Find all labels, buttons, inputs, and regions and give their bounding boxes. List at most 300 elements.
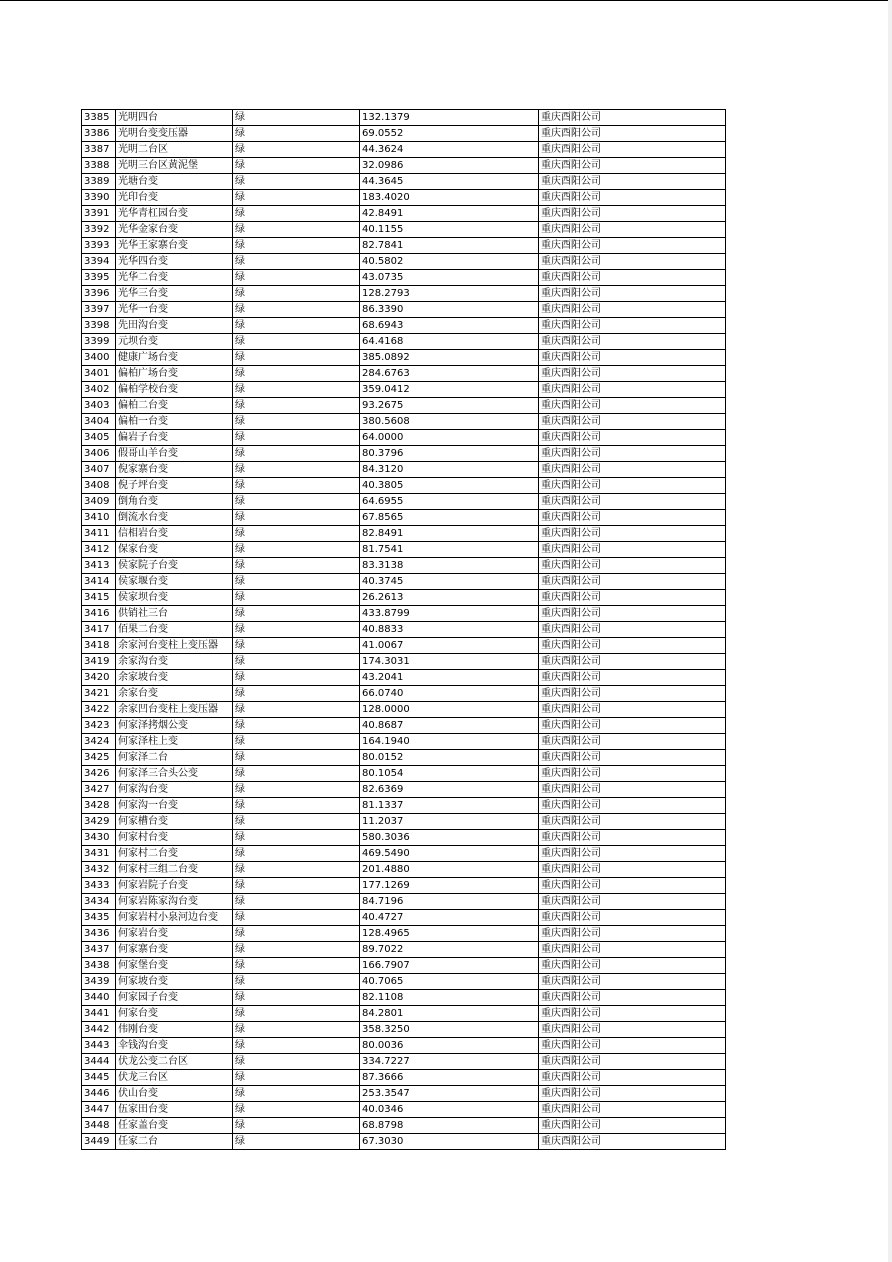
- row-org-cell: 重庆酉阳公司: [539, 766, 726, 782]
- row-color-cell: 绿: [233, 478, 360, 494]
- row-value-cell: 80.1054: [360, 766, 539, 782]
- table-row: [82, 814, 726, 830]
- row-color-cell: 绿: [233, 878, 360, 894]
- row-id-cell: 3425: [82, 750, 116, 766]
- row-value-cell: 86.3390: [360, 302, 539, 318]
- row-id-cell: 3449: [82, 1134, 116, 1150]
- row-org-cell: 重庆酉阳公司: [539, 1102, 726, 1118]
- row-name-cell: 倒流水台变: [116, 510, 233, 526]
- row-org-cell: 重庆酉阳公司: [539, 110, 726, 126]
- table-row: [82, 574, 726, 590]
- row-org-cell: 重庆酉阳公司: [539, 510, 726, 526]
- row-org-cell: 重庆酉阳公司: [539, 622, 726, 638]
- row-color-cell: 绿: [233, 846, 360, 862]
- row-id-cell: 3434: [82, 894, 116, 910]
- row-org-cell: 重庆酉阳公司: [539, 526, 726, 542]
- row-color-cell: 绿: [233, 526, 360, 542]
- row-org-cell: 重庆酉阳公司: [539, 1054, 726, 1070]
- row-org-cell: 重庆酉阳公司: [539, 206, 726, 222]
- row-name-cell: 先田沟台变: [116, 318, 233, 334]
- row-name-cell: 健康广场台变: [116, 350, 233, 366]
- row-id-cell: 3387: [82, 142, 116, 158]
- row-id-cell: 3439: [82, 974, 116, 990]
- row-name-cell: 任家盖台变: [116, 1118, 233, 1134]
- row-org-cell: 重庆酉阳公司: [539, 334, 726, 350]
- row-value-cell: 183.4020: [360, 190, 539, 206]
- row-value-cell: 43.2041: [360, 670, 539, 686]
- row-org-cell: 重庆酉阳公司: [539, 990, 726, 1006]
- row-id-cell: 3400: [82, 350, 116, 366]
- row-name-cell: 侯家院子台变: [116, 558, 233, 574]
- row-id-cell: 3407: [82, 462, 116, 478]
- row-id-cell: 3431: [82, 846, 116, 862]
- row-name-cell: 光明二台区: [116, 142, 233, 158]
- row-id-cell: 3442: [82, 1022, 116, 1038]
- row-color-cell: 绿: [233, 718, 360, 734]
- row-org-cell: 重庆酉阳公司: [539, 750, 726, 766]
- row-value-cell: 380.5608: [360, 414, 539, 430]
- row-value-cell: 40.0346: [360, 1102, 539, 1118]
- row-value-cell: 80.3796: [360, 446, 539, 462]
- table-row: [82, 286, 726, 302]
- row-name-cell: 光华四台变: [116, 254, 233, 270]
- row-id-cell: 3415: [82, 590, 116, 606]
- row-color-cell: 绿: [233, 238, 360, 254]
- row-value-cell: 128.2793: [360, 286, 539, 302]
- table-row: [82, 446, 726, 462]
- table-row: [82, 1118, 726, 1134]
- row-value-cell: 84.3120: [360, 462, 539, 478]
- row-name-cell: 何家泽二台: [116, 750, 233, 766]
- table-row: [82, 494, 726, 510]
- table-row: [82, 686, 726, 702]
- row-id-cell: 3421: [82, 686, 116, 702]
- row-color-cell: 绿: [233, 1118, 360, 1134]
- row-name-cell: 任家二台: [116, 1134, 233, 1150]
- row-value-cell: 64.4168: [360, 334, 539, 350]
- row-color-cell: 绿: [233, 910, 360, 926]
- row-id-cell: 3427: [82, 782, 116, 798]
- row-id-cell: 3445: [82, 1070, 116, 1086]
- row-id-cell: 3410: [82, 510, 116, 526]
- row-color-cell: 绿: [233, 190, 360, 206]
- table-row: [82, 238, 726, 254]
- row-name-cell: 偏岩子台变: [116, 430, 233, 446]
- row-name-cell: 光明三台区黄泥堡: [116, 158, 233, 174]
- table-row: [82, 734, 726, 750]
- row-org-cell: 重庆酉阳公司: [539, 190, 726, 206]
- table-row: [82, 910, 726, 926]
- row-name-cell: 何家岩村小泉河边台变: [116, 910, 233, 926]
- row-value-cell: 40.4727: [360, 910, 539, 926]
- row-value-cell: 132.1379: [360, 110, 539, 126]
- row-color-cell: 绿: [233, 558, 360, 574]
- row-color-cell: 绿: [233, 782, 360, 798]
- row-id-cell: 3423: [82, 718, 116, 734]
- row-org-cell: 重庆酉阳公司: [539, 782, 726, 798]
- row-value-cell: 40.8833: [360, 622, 539, 638]
- row-value-cell: 201.4880: [360, 862, 539, 878]
- table-row: [82, 622, 726, 638]
- row-id-cell: 3390: [82, 190, 116, 206]
- row-org-cell: 重庆酉阳公司: [539, 574, 726, 590]
- row-org-cell: 重庆酉阳公司: [539, 254, 726, 270]
- row-name-cell: 何家村三组二台变: [116, 862, 233, 878]
- row-id-cell: 3414: [82, 574, 116, 590]
- table-row: [82, 142, 726, 158]
- table-row: [82, 1102, 726, 1118]
- row-color-cell: 绿: [233, 462, 360, 478]
- row-value-cell: 80.0152: [360, 750, 539, 766]
- row-org-cell: 重庆酉阳公司: [539, 718, 726, 734]
- table-row: [82, 958, 726, 974]
- row-value-cell: 44.3624: [360, 142, 539, 158]
- row-org-cell: 重庆酉阳公司: [539, 414, 726, 430]
- row-name-cell: 何家泽拷烟公变: [116, 718, 233, 734]
- row-id-cell: 3446: [82, 1086, 116, 1102]
- row-id-cell: 3409: [82, 494, 116, 510]
- table-row: [82, 1006, 726, 1022]
- row-value-cell: 40.1155: [360, 222, 539, 238]
- row-color-cell: 绿: [233, 1022, 360, 1038]
- row-value-cell: 42.8491: [360, 206, 539, 222]
- row-id-cell: 3402: [82, 382, 116, 398]
- table-row: [82, 334, 726, 350]
- table-row: [82, 830, 726, 846]
- row-id-cell: 3403: [82, 398, 116, 414]
- table-row: [82, 654, 726, 670]
- row-value-cell: 128.0000: [360, 702, 539, 718]
- row-org-cell: 重庆酉阳公司: [539, 910, 726, 926]
- row-id-cell: 3391: [82, 206, 116, 222]
- table-row: [82, 478, 726, 494]
- row-color-cell: 绿: [233, 734, 360, 750]
- table-row: [82, 110, 726, 126]
- row-color-cell: 绿: [233, 174, 360, 190]
- row-color-cell: 绿: [233, 1038, 360, 1054]
- table-row: [82, 302, 726, 318]
- table-row: [82, 542, 726, 558]
- row-name-cell: 何家泽柱上变: [116, 734, 233, 750]
- row-org-cell: 重庆酉阳公司: [539, 382, 726, 398]
- row-color-cell: 绿: [233, 1006, 360, 1022]
- row-org-cell: 重庆酉阳公司: [539, 734, 726, 750]
- row-id-cell: 3413: [82, 558, 116, 574]
- row-value-cell: 67.3030: [360, 1134, 539, 1150]
- row-id-cell: 3392: [82, 222, 116, 238]
- row-value-cell: 81.7541: [360, 542, 539, 558]
- row-name-cell: 何家岩院子台变: [116, 878, 233, 894]
- table-row: [82, 590, 726, 606]
- row-color-cell: 绿: [233, 862, 360, 878]
- table-row: [82, 638, 726, 654]
- table-row: [82, 1134, 726, 1150]
- row-id-cell: 3385: [82, 110, 116, 126]
- row-color-cell: 绿: [233, 158, 360, 174]
- data-table: [81, 109, 726, 1150]
- row-org-cell: 重庆酉阳公司: [539, 1086, 726, 1102]
- row-value-cell: 580.3036: [360, 830, 539, 846]
- row-org-cell: 重庆酉阳公司: [539, 798, 726, 814]
- row-id-cell: 3437: [82, 942, 116, 958]
- row-name-cell: 光印台变: [116, 190, 233, 206]
- row-color-cell: 绿: [233, 286, 360, 302]
- row-name-cell: 偏柏一台变: [116, 414, 233, 430]
- row-value-cell: 68.8798: [360, 1118, 539, 1134]
- row-org-cell: 重庆酉阳公司: [539, 958, 726, 974]
- row-color-cell: 绿: [233, 974, 360, 990]
- row-name-cell: 何家寨台变: [116, 942, 233, 958]
- page-edge: [888, 0, 892, 1262]
- row-id-cell: 3428: [82, 798, 116, 814]
- row-id-cell: 3435: [82, 910, 116, 926]
- row-color-cell: 绿: [233, 142, 360, 158]
- table-row: [82, 270, 726, 286]
- row-name-cell: 何家园子台变: [116, 990, 233, 1006]
- row-value-cell: 358.3250: [360, 1022, 539, 1038]
- table-row: [82, 990, 726, 1006]
- row-color-cell: 绿: [233, 126, 360, 142]
- row-name-cell: 余家坡台变: [116, 670, 233, 686]
- row-value-cell: 82.1108: [360, 990, 539, 1006]
- row-color-cell: 绿: [233, 398, 360, 414]
- row-id-cell: 3388: [82, 158, 116, 174]
- row-color-cell: 绿: [233, 654, 360, 670]
- table-row: [82, 206, 726, 222]
- row-id-cell: 3405: [82, 430, 116, 446]
- row-id-cell: 3416: [82, 606, 116, 622]
- row-name-cell: 信相岩台变: [116, 526, 233, 542]
- row-color-cell: 绿: [233, 686, 360, 702]
- row-org-cell: 重庆酉阳公司: [539, 158, 726, 174]
- row-name-cell: 供销社三台: [116, 606, 233, 622]
- row-org-cell: 重庆酉阳公司: [539, 126, 726, 142]
- table-row: [82, 254, 726, 270]
- row-color-cell: 绿: [233, 814, 360, 830]
- row-value-cell: 469.5490: [360, 846, 539, 862]
- row-color-cell: 绿: [233, 206, 360, 222]
- table-row: [82, 366, 726, 382]
- table-row: [82, 382, 726, 398]
- table-row: [82, 174, 726, 190]
- row-name-cell: 光华二台变: [116, 270, 233, 286]
- row-id-cell: 3408: [82, 478, 116, 494]
- row-color-cell: 绿: [233, 702, 360, 718]
- row-value-cell: 128.4965: [360, 926, 539, 942]
- row-org-cell: 重庆酉阳公司: [539, 702, 726, 718]
- row-value-cell: 40.7065: [360, 974, 539, 990]
- row-color-cell: 绿: [233, 430, 360, 446]
- row-color-cell: 绿: [233, 510, 360, 526]
- row-value-cell: 359.0412: [360, 382, 539, 398]
- row-color-cell: 绿: [233, 1102, 360, 1118]
- row-name-cell: 何家沟台变: [116, 782, 233, 798]
- row-org-cell: 重庆酉阳公司: [539, 398, 726, 414]
- row-name-cell: 余家凹台变柱上变压器: [116, 702, 233, 718]
- row-value-cell: 69.0552: [360, 126, 539, 142]
- row-id-cell: 3406: [82, 446, 116, 462]
- row-color-cell: 绿: [233, 1054, 360, 1070]
- row-value-cell: 433.8799: [360, 606, 539, 622]
- row-color-cell: 绿: [233, 1070, 360, 1086]
- row-org-cell: 重庆酉阳公司: [539, 238, 726, 254]
- row-org-cell: 重庆酉阳公司: [539, 222, 726, 238]
- row-name-cell: 倪家寨台变: [116, 462, 233, 478]
- row-color-cell: 绿: [233, 382, 360, 398]
- row-org-cell: 重庆酉阳公司: [539, 318, 726, 334]
- row-value-cell: 64.6955: [360, 494, 539, 510]
- row-org-cell: 重庆酉阳公司: [539, 478, 726, 494]
- row-color-cell: 绿: [233, 1134, 360, 1150]
- row-id-cell: 3440: [82, 990, 116, 1006]
- row-value-cell: 84.2801: [360, 1006, 539, 1022]
- table-row: [82, 462, 726, 478]
- row-org-cell: 重庆酉阳公司: [539, 430, 726, 446]
- row-org-cell: 重庆酉阳公司: [539, 830, 726, 846]
- row-org-cell: 重庆酉阳公司: [539, 286, 726, 302]
- row-org-cell: 重庆酉阳公司: [539, 1134, 726, 1150]
- row-org-cell: 重庆酉阳公司: [539, 302, 726, 318]
- table-row: [82, 766, 726, 782]
- row-value-cell: 11.2037: [360, 814, 539, 830]
- row-org-cell: 重庆酉阳公司: [539, 894, 726, 910]
- row-name-cell: 光华一台变: [116, 302, 233, 318]
- row-org-cell: 重庆酉阳公司: [539, 1038, 726, 1054]
- row-org-cell: 重庆酉阳公司: [539, 590, 726, 606]
- table-row: [82, 782, 726, 798]
- row-name-cell: 偏柏学校台变: [116, 382, 233, 398]
- row-value-cell: 40.3745: [360, 574, 539, 590]
- row-id-cell: 3399: [82, 334, 116, 350]
- row-color-cell: 绿: [233, 750, 360, 766]
- row-name-cell: 光塘台变: [116, 174, 233, 190]
- row-value-cell: 284.6763: [360, 366, 539, 382]
- row-id-cell: 3448: [82, 1118, 116, 1134]
- row-color-cell: 绿: [233, 590, 360, 606]
- row-id-cell: 3419: [82, 654, 116, 670]
- row-value-cell: 41.0067: [360, 638, 539, 654]
- table-row: [82, 1038, 726, 1054]
- row-id-cell: 3436: [82, 926, 116, 942]
- row-color-cell: 绿: [233, 894, 360, 910]
- row-id-cell: 3424: [82, 734, 116, 750]
- row-value-cell: 87.3666: [360, 1070, 539, 1086]
- row-name-cell: 伏龙三台区: [116, 1070, 233, 1086]
- row-name-cell: 元坝台变: [116, 334, 233, 350]
- row-name-cell: 何家槽台变: [116, 814, 233, 830]
- table-row: [82, 414, 726, 430]
- row-name-cell: 伟刚台变: [116, 1022, 233, 1038]
- table-row: [82, 862, 726, 878]
- row-value-cell: 334.7227: [360, 1054, 539, 1070]
- row-org-cell: 重庆酉阳公司: [539, 654, 726, 670]
- table-row: [82, 1022, 726, 1038]
- row-id-cell: 3433: [82, 878, 116, 894]
- row-name-cell: 伍家田台变: [116, 1102, 233, 1118]
- row-value-cell: 68.6943: [360, 318, 539, 334]
- row-value-cell: 40.8687: [360, 718, 539, 734]
- table-row: [82, 190, 726, 206]
- row-org-cell: 重庆酉阳公司: [539, 142, 726, 158]
- row-id-cell: 3404: [82, 414, 116, 430]
- row-name-cell: 光明台变变压器: [116, 126, 233, 142]
- table-row: [82, 718, 726, 734]
- row-value-cell: 40.5802: [360, 254, 539, 270]
- row-value-cell: 174.3031: [360, 654, 539, 670]
- row-name-cell: 何家坡台变: [116, 974, 233, 990]
- row-name-cell: 余家河台变柱上变压器: [116, 638, 233, 654]
- row-name-cell: 光华金家台变: [116, 222, 233, 238]
- table-row: [82, 1086, 726, 1102]
- row-org-cell: 重庆酉阳公司: [539, 926, 726, 942]
- row-name-cell: 偏柏广场台变: [116, 366, 233, 382]
- row-org-cell: 重庆酉阳公司: [539, 1006, 726, 1022]
- row-name-cell: 偏柏二台变: [116, 398, 233, 414]
- row-value-cell: 82.7841: [360, 238, 539, 254]
- table-row: [82, 398, 726, 414]
- table-row: [82, 846, 726, 862]
- row-value-cell: 81.1337: [360, 798, 539, 814]
- row-value-cell: 26.2613: [360, 590, 539, 606]
- table-body: [82, 110, 726, 1150]
- row-id-cell: 3443: [82, 1038, 116, 1054]
- row-value-cell: 82.8491: [360, 526, 539, 542]
- table-row: [82, 878, 726, 894]
- row-color-cell: 绿: [233, 990, 360, 1006]
- row-name-cell: 余家台变: [116, 686, 233, 702]
- row-org-cell: 重庆酉阳公司: [539, 1022, 726, 1038]
- table-row: [82, 606, 726, 622]
- row-color-cell: 绿: [233, 494, 360, 510]
- row-color-cell: 绿: [233, 414, 360, 430]
- row-value-cell: 32.0986: [360, 158, 539, 174]
- row-name-cell: 余家沟台变: [116, 654, 233, 670]
- row-id-cell: 3398: [82, 318, 116, 334]
- row-name-cell: 何家村二台变: [116, 846, 233, 862]
- row-org-cell: 重庆酉阳公司: [539, 670, 726, 686]
- row-color-cell: 绿: [233, 638, 360, 654]
- row-name-cell: 保家台变: [116, 542, 233, 558]
- row-value-cell: 44.3645: [360, 174, 539, 190]
- row-id-cell: 3432: [82, 862, 116, 878]
- table-row: [82, 894, 726, 910]
- row-color-cell: 绿: [233, 670, 360, 686]
- row-name-cell: 何家岩陈家沟台变: [116, 894, 233, 910]
- row-value-cell: 67.8565: [360, 510, 539, 526]
- table-row: [82, 974, 726, 990]
- table-row: [82, 526, 726, 542]
- row-color-cell: 绿: [233, 254, 360, 270]
- row-org-cell: 重庆酉阳公司: [539, 1070, 726, 1086]
- table-row: [82, 750, 726, 766]
- row-org-cell: 重庆酉阳公司: [539, 494, 726, 510]
- row-color-cell: 绿: [233, 958, 360, 974]
- row-id-cell: 3429: [82, 814, 116, 830]
- row-color-cell: 绿: [233, 270, 360, 286]
- row-org-cell: 重庆酉阳公司: [539, 174, 726, 190]
- row-name-cell: 倪子坪台变: [116, 478, 233, 494]
- row-value-cell: 166.7907: [360, 958, 539, 974]
- row-org-cell: 重庆酉阳公司: [539, 350, 726, 366]
- row-color-cell: 绿: [233, 366, 360, 382]
- row-org-cell: 重庆酉阳公司: [539, 1118, 726, 1134]
- row-value-cell: 253.3547: [360, 1086, 539, 1102]
- row-id-cell: 3438: [82, 958, 116, 974]
- row-name-cell: 光明四台: [116, 110, 233, 126]
- row-name-cell: 何家泽三合头公变: [116, 766, 233, 782]
- row-id-cell: 3386: [82, 126, 116, 142]
- row-org-cell: 重庆酉阳公司: [539, 638, 726, 654]
